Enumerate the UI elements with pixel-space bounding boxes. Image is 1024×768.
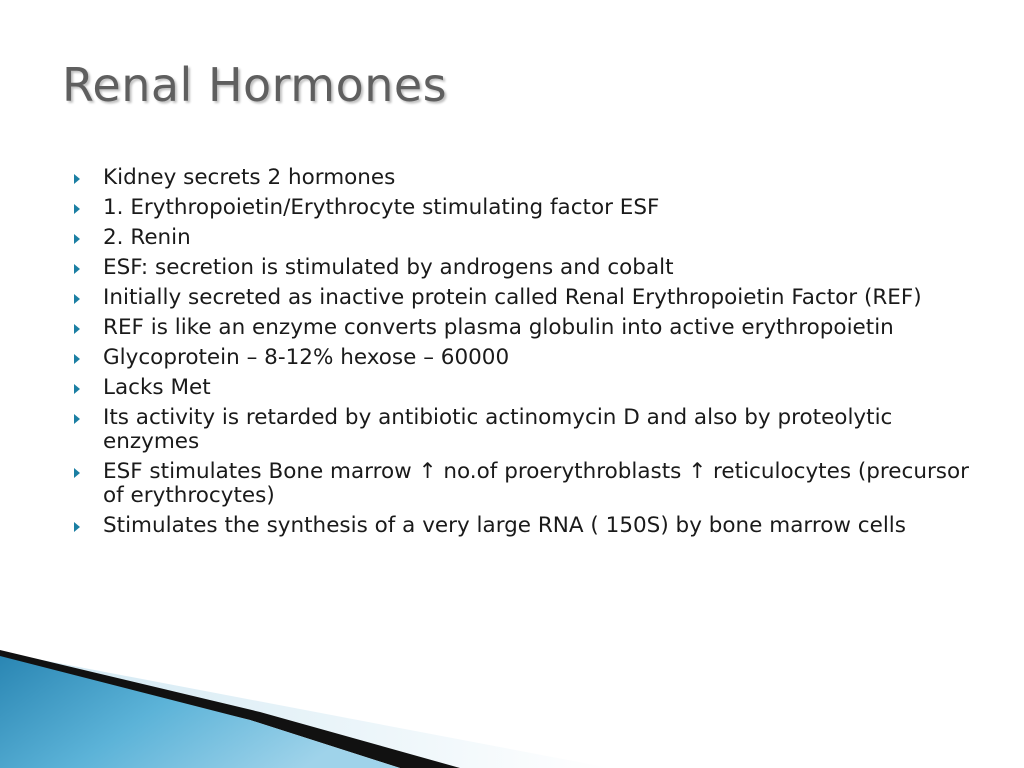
list-item-text: Stimulates the synthesis of a very large RNA ( 150S) by bone marrow cells	[103, 513, 906, 538]
triangle-bullet-icon	[74, 468, 80, 478]
triangle-bullet-icon	[74, 414, 80, 424]
list-item-text: 1. Erythropoietin/Erythrocyte stimulating factor ESF	[103, 195, 660, 220]
list-item	[74, 316, 974, 340]
list-item	[74, 460, 974, 508]
list-item-text: 2. Renin	[103, 225, 191, 250]
list-item-text: Initially secreted as inactive protein called Renal Erythropoietin Factor (REF)	[103, 285, 922, 310]
list-item	[74, 196, 974, 220]
list-item-text: Glycoprotein – 8-12% hexose – 60000	[103, 345, 510, 370]
list-item-text: Kidney secrets 2 hormones	[103, 165, 396, 190]
list-item-text: ESF stimulates Bone marrow ↑ no.of proerythroblasts ↑ reticulocytes (precursor of erythrocytes)	[103, 459, 969, 508]
list-item	[74, 346, 974, 370]
list-item-text: ESF: secretion is stimulated by androgens and cobalt	[103, 255, 674, 280]
triangle-bullet-icon	[74, 264, 80, 274]
list-item-text: REF is like an enzyme converts plasma globulin into active erythropoietin	[103, 315, 894, 340]
list-item	[74, 514, 974, 538]
list-item	[74, 286, 974, 310]
list-item-text: Lacks Met	[103, 375, 211, 400]
list-item-text: Its activity is retarded by antibiotic actinomycin D and also by proteolytic enzymes	[103, 405, 893, 454]
list-item	[74, 376, 974, 400]
triangle-bullet-icon	[74, 234, 80, 244]
triangle-bullet-icon	[74, 204, 80, 214]
triangle-bullet-icon	[74, 294, 80, 304]
triangle-bullet-icon	[74, 384, 80, 394]
triangle-bullet-icon	[74, 354, 80, 364]
triangle-bullet-icon	[74, 324, 80, 334]
triangle-bullet-icon	[74, 174, 80, 184]
bullet-list	[74, 166, 974, 544]
triangle-bullet-icon	[74, 522, 80, 532]
page-title: Renal Hormones	[62, 58, 448, 112]
list-item	[74, 256, 974, 280]
list-item	[74, 226, 974, 250]
list-item	[74, 406, 974, 454]
swoosh-blue-band	[0, 656, 400, 768]
list-item	[74, 166, 974, 190]
